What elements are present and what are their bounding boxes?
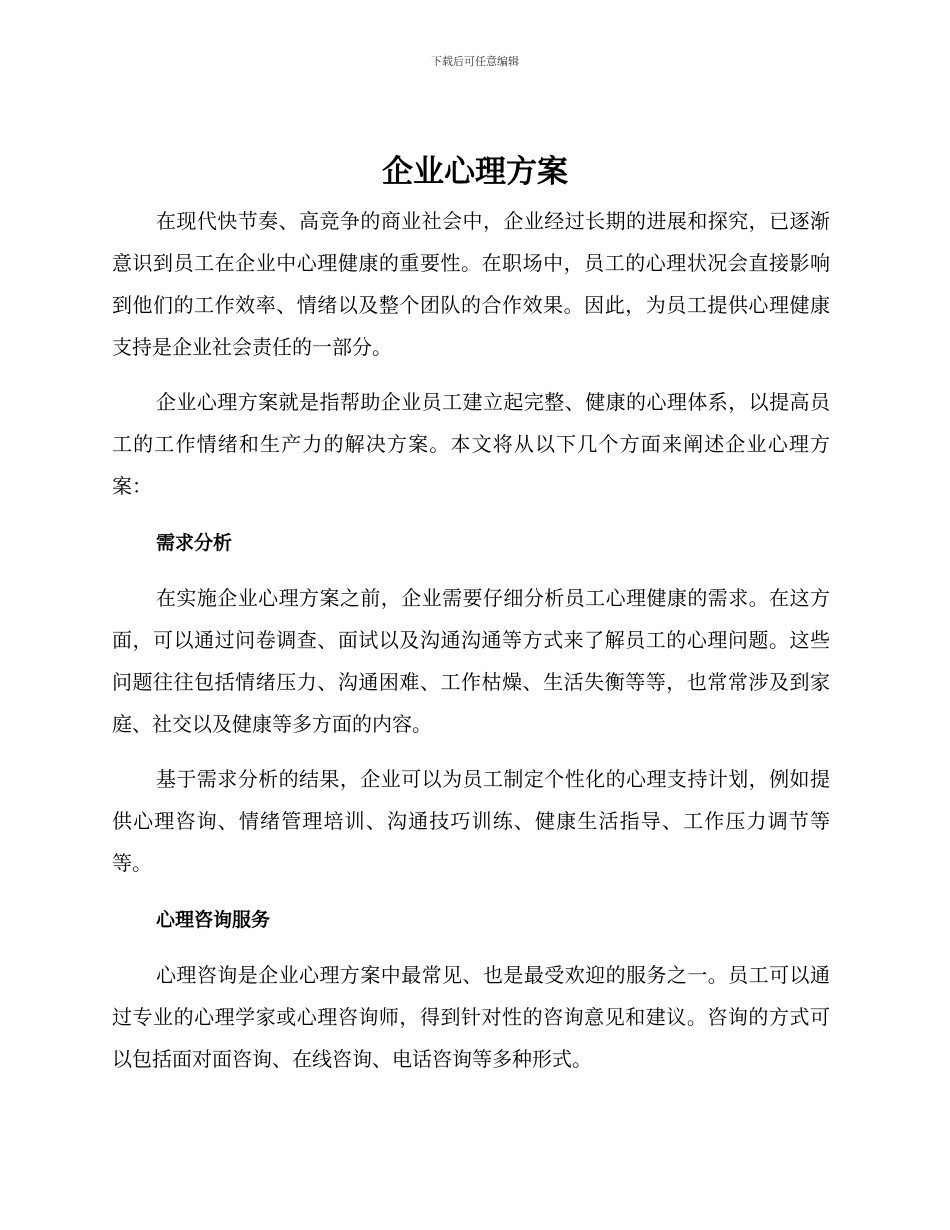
document-body — [112, 200, 830, 1080]
needs-paragraph-2: 基于需求分析的结果，企业可以为员工制定个性化的心理支持计划，例如提供心理咨询、情绪管理培训、沟通技巧训练、健康生活指导、工作压力调节等等。 — [112, 767, 830, 875]
needs-paragraph-1: 在实施企业心理方案之前，企业需要仔细分析员工心理健康的需求。在这方面，可以通过问卷调查、面试以及沟通沟通等方式来了解员工的心理问题。这些问题往往包括情绪压力、沟通困难、工作枯燥、生活失衡等等，也常常涉及到家庭、社交以及健康等多方面的内容。 — [112, 586, 830, 736]
section-heading-counseling: 心理咨询服务 — [156, 909, 271, 931]
intro-paragraph-2: 企业心理方案就是指帮助企业员工建立起完整、健康的心理体系，以提高员工的工作情绪和生产力的解决方案。本文将从以下几个方面来阐述企业心理方案： — [112, 390, 830, 498]
intro-paragraph-1: 在现代快节奏、高竞争的商业社会中，企业经过长期的进展和探究，已逐渐意识到员工在企业中心理健康的重要性。在职场中，员工的心理状况会直接影响到他们的工作效率、情绪以及整个团队的合作效果。因此，为员工提供心理健康支持是企业社会责任的一部分。 — [112, 209, 830, 359]
document-title: 企业心理方案 — [382, 154, 568, 190]
section-heading-needs: 需求分析 — [156, 532, 233, 554]
counseling-paragraph-1: 心理咨询是企业心理方案中最常见、也是最受欢迎的服务之一。员工可以通过专业的心理学家或心理咨询师，得到针对性的咨询意见和建议。咨询的方式可以包括面对面咨询、在线咨询、电话咨询等多种形式。 — [112, 963, 830, 1071]
header-note: 下载后可任意编辑 — [431, 55, 519, 68]
